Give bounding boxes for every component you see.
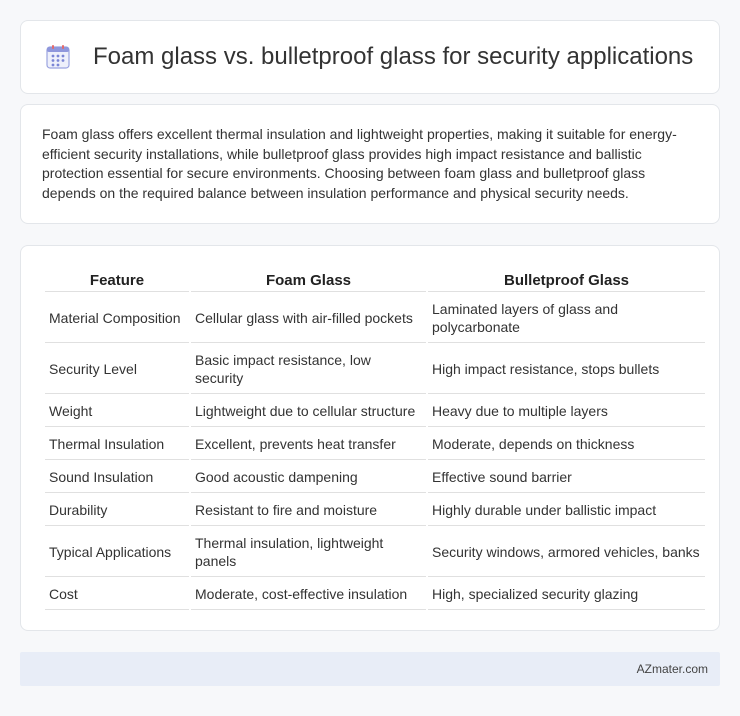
table-row [45,462,705,493]
table-row [45,579,705,610]
table-row [45,528,705,577]
cell-feature: Typical Applications [45,528,189,577]
table-row [45,495,705,526]
cell-foam-glass: Lightweight due to cellular structure [191,396,426,427]
header-foam-glass: Foam Glass [191,268,426,292]
cell-bulletproof-glass: Laminated layers of glass and polycarbonate [428,294,705,343]
cell-feature: Sound Insulation [45,462,189,493]
cell-feature: Material Composition [45,294,189,343]
table-row [45,345,705,394]
cell-foam-glass: Resistant to fire and moisture [191,495,426,526]
cell-foam-glass: Excellent, prevents heat transfer [191,429,426,460]
cell-bulletproof-glass: Effective sound barrier [428,462,705,493]
footer-bar [20,652,720,686]
intro-card [20,104,720,224]
cell-bulletproof-glass: High impact resistance, stops bullets [428,345,705,394]
table-row [45,396,705,427]
cell-bulletproof-glass: Heavy due to multiple layers [428,396,705,427]
cell-foam-glass: Moderate, cost-effective insulation [191,579,426,610]
header-feature: Feature [45,268,189,292]
comparison-table [43,266,707,612]
header-bulletproof-glass: Bulletproof Glass [428,268,705,292]
cell-feature: Thermal Insulation [45,429,189,460]
cell-bulletproof-glass: High, specialized security glazing [428,579,705,610]
calendar-grid-icon [45,44,71,70]
cell-feature: Durability [45,495,189,526]
cell-bulletproof-glass: Security windows, armored vehicles, banks [428,528,705,577]
cell-feature: Cost [45,579,189,610]
table-row [45,294,705,343]
cell-foam-glass: Good acoustic dampening [191,462,426,493]
cell-feature: Security Level [45,345,189,394]
intro-paragraph: Foam glass offers excellent thermal insulation and lightweight properties, making it suitable for energy-efficient security installations, while bulletproof glass provides high impact resistance and ballistic protection essential for secure environments. Choosing between foam glass and bulletproof glass depends on the required balance between insulation performance and physical security needs. [42,126,677,201]
cell-bulletproof-glass: Moderate, depends on thickness [428,429,705,460]
footer-brand: AZmater.com [636,662,708,676]
cell-foam-glass: Thermal insulation, lightweight panels [191,528,426,577]
cell-foam-glass: Cellular glass with air-filled pockets [191,294,426,343]
comparison-table-card [20,245,720,631]
title-card [20,20,720,94]
table-row [45,429,705,460]
cell-feature: Weight [45,396,189,427]
page-title: Foam glass vs. bulletproof glass for security applications [93,43,694,70]
table-header-row [45,268,705,292]
cell-foam-glass: Basic impact resistance, low security [191,345,426,394]
cell-bulletproof-glass: Highly durable under ballistic impact [428,495,705,526]
